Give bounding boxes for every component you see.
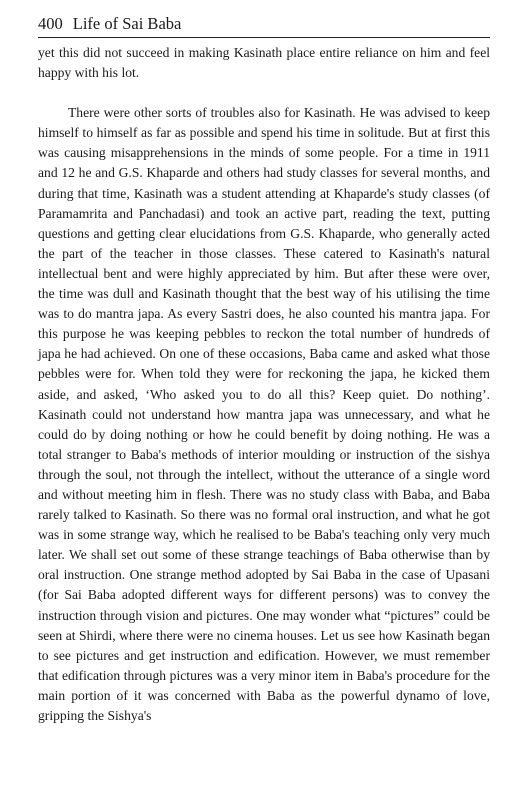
paragraph: There were other sorts of troubles also for Kasinath. He was advised to keep himself to himself as far as possible and spend his time in solitude. But at first this was causing misapprehensions in the minds of some people. For a time in 1911 and 12 he and G.S. Khaparde and others had study classes for several months, and during that time, Kasinath was a student attending at Khaparde's study classes (of Paramamrita and Panchadasi) and took an active part, reading the text, putting questions and getting clear elucidations from G.S. Khaparde, who generally acted the part of the teacher in those classes. These catered to Kasinath's natural intellectual bent and were highly appreciated by him. But after these were over, the time was dull and Kasinath thought that the best way of his utilising the time was to do mantra japa. As every Sastri does, he also counted his mantra japa. For this purpose he was keeping pebbles to reckon the total number of hundreds of japa he had achieved. On one of these occasions, Baba came and asked what those pebbles were for. When told they were for reckoning the japa, he kicked them aside, and asked, ‘Who asked you to do all this? Keep quiet. Do nothing’. Kasinath could not understand how mantra japa was unnecessary, and what he could do by doing nothing or how he could benefit by doing nothing. He was a total stranger to Baba's methods of interior moulding or instruction of the sishya through the soul, not through the intellect, without the utterance of a single word and without meeting him in flesh. There was no study class with Baba, and Baba rarely talked to Kasinath. So there was no formal oral instruction, and what he got was in some strange way, which he realised to be Baba's teaching only very much later. We shall set out some of these strange teachings of Baba otherwise than by oral instruction. One strange method adopted by Sai Baba in the case of Upasani (for Sai Baba adopted different ways for different persons) was to convey the instruction through vision and pictures. One may wonder what “pictures” could be seen at Shirdi, where there were no cinema houses. Let us see how Kasinath began to see pictures and get instruction and edification. However, we must remember that edification through pictures was a very minor item in Baba's procedure for the main portion of it was concerned with Baba as the powerful dynamo of love, gripping the Sishya's [38,105,490,723]
page-number: 400 [38,14,63,33]
paragraph-continued: yet this did not succeed in making Kasinath place entire reliance on him and feel happy with his lot. [38,45,490,81]
running-title: Life of Sai Baba [72,14,182,33]
page-header [38,10,490,38]
body-text [38,43,490,726]
